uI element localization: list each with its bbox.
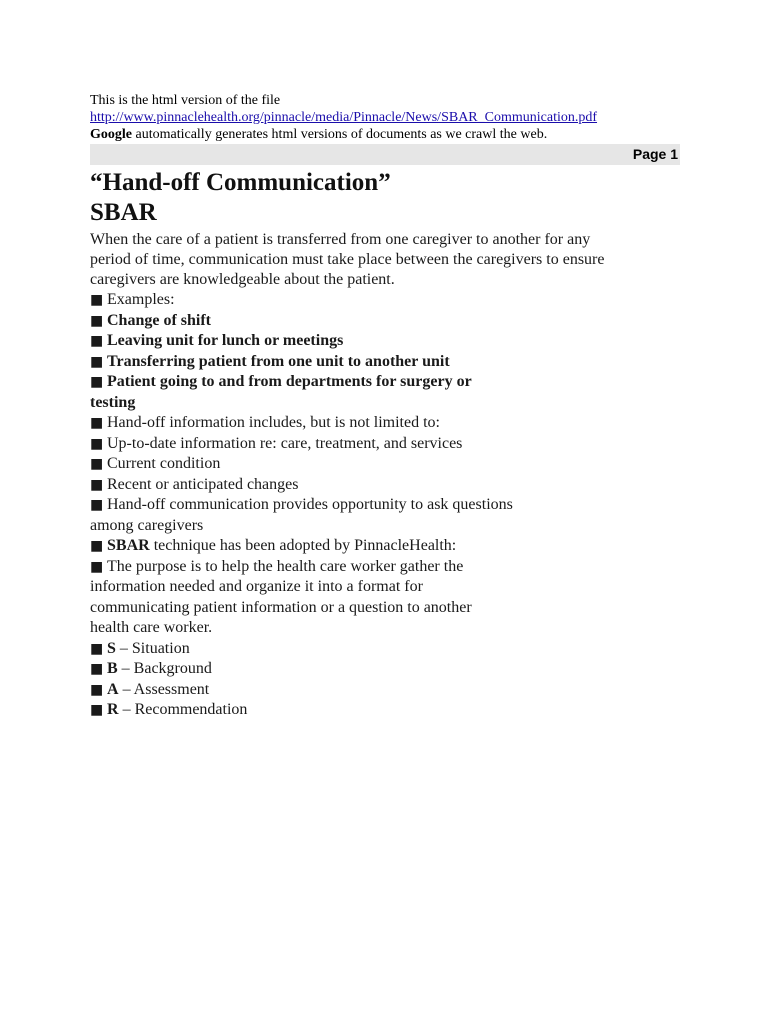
list-item-current-condition — [90, 454, 680, 475]
sbar-letter: S — [107, 639, 116, 657]
list-item-background — [90, 659, 680, 680]
list-item-text: Change of shift — [107, 311, 212, 329]
sbar-letter: B — [107, 660, 118, 677]
list-item-opportunity — [90, 495, 545, 536]
sbar-strong-text: SBAR — [107, 537, 150, 554]
document-subtitle: SBAR — [90, 199, 157, 226]
list-item-text: Current condition — [107, 455, 221, 472]
page-number-bar — [90, 144, 680, 165]
page-number-label: Page 1 — [632, 146, 678, 162]
cache-header — [90, 92, 680, 143]
list-item-departments — [90, 372, 510, 413]
document-page — [90, 92, 680, 721]
sbar-text: – Background — [117, 660, 212, 677]
list-item-text: Hand-off communication provides opportunity to ask questions among caregivers — [90, 496, 513, 534]
list-item-up-to-date — [90, 434, 680, 455]
document-title: “Hand-off Communication” — [90, 169, 391, 196]
bullet-icon: ■ — [90, 353, 104, 370]
list-item-situation — [90, 639, 680, 660]
bullet-icon: ■ — [90, 292, 104, 308]
sbar-text: – Recommendation — [118, 701, 248, 718]
list-item-examples — [90, 290, 680, 311]
intro-paragraph: When the care of a patient is transferred from one caregiver to another for any period of time, communication must take place between the caregivers to ensure caregivers are knowledgeable about the patient. — [90, 231, 605, 288]
list-item-transferring — [90, 352, 680, 373]
bullet-icon: ■ — [90, 640, 104, 657]
list-item-recommendation — [90, 700, 680, 721]
bullet-icon: ■ — [90, 497, 104, 513]
list-item-purpose — [90, 557, 500, 639]
list-item-leaving-unit — [90, 331, 680, 352]
bullet-icon: ■ — [90, 456, 104, 472]
list-item-assessment — [90, 680, 680, 701]
sbar-letter: R — [107, 701, 119, 718]
list-item-recent-changes — [90, 475, 680, 496]
sbar-text: – Assessment — [118, 680, 210, 698]
bullet-icon: ■ — [90, 476, 104, 493]
bullet-icon: ■ — [90, 558, 104, 575]
list-item-text: Examples: — [107, 291, 175, 308]
list-item-change-shift — [90, 311, 680, 332]
list-item-text: Hand-off information includes, but is not limited to: — [107, 414, 440, 431]
bullet-icon: ■ — [90, 374, 104, 390]
bullet-icon: ■ — [90, 312, 104, 329]
bullet-icon: ■ — [90, 681, 104, 698]
bullet-icon: ■ — [90, 415, 104, 431]
bullet-icon: ■ — [90, 661, 104, 677]
bullet-icon: ■ — [90, 702, 104, 718]
list-item-text: Leaving unit for lunch or meetings — [107, 332, 344, 349]
list-item-text: Up-to-date information re: care, treatment, and services — [107, 434, 463, 452]
list-item-text: Patient going to and from departments for surgery or testing — [90, 373, 472, 411]
cache-header-note-text: automatically generates html versions of documents as we crawl the web. — [132, 127, 548, 142]
bullet-icon: ■ — [90, 435, 104, 452]
google-label: Google — [90, 127, 132, 142]
list-item-sbar-technique — [90, 536, 680, 557]
list-item-text: Recent or anticipated changes — [107, 475, 299, 493]
sbar-letter: A — [107, 680, 119, 698]
list-item-text: The purpose is to help the health care worker gather the information needed and organize it into a format for communicating patient information or a question to another health care worker. — [90, 557, 472, 636]
cache-header-line: This is the html version of the file — [90, 93, 281, 108]
list-item-text: Transferring patient from one unit to another unit — [107, 352, 450, 370]
bullet-icon: ■ — [90, 333, 104, 349]
source-url-link[interactable]: http://www.pinnaclehealth.org/pinnacle/media/Pinnacle/News/SBAR_Communication.pdf — [90, 110, 598, 125]
sbar-text: – Situation — [115, 639, 190, 657]
bullet-icon: ■ — [90, 538, 104, 554]
list-item-text: technique has been adopted by PinnacleHealth: — [149, 537, 457, 554]
cache-header-note — [90, 126, 680, 143]
list-item-handoff-info — [90, 413, 680, 434]
